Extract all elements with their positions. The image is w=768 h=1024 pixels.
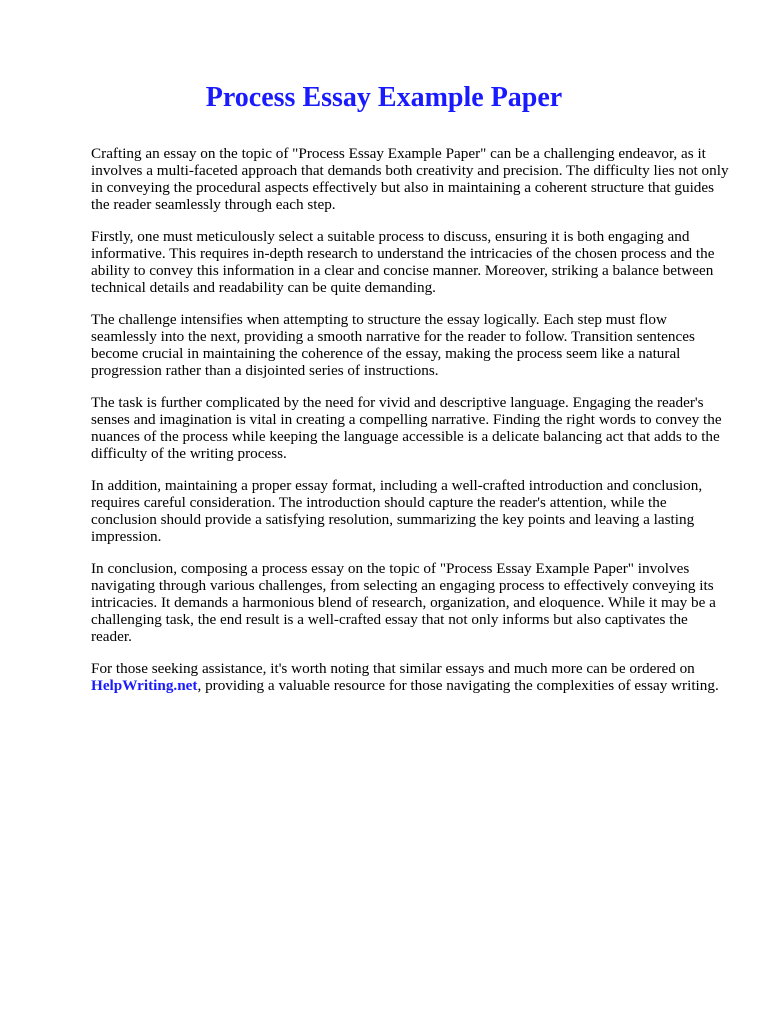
document-body (91, 145, 731, 709)
paragraph-4: The task is further complicated by the need for vivid and descriptive language. Engaging the reader's senses and imagination is vital in creating a compelling narrative. Finding the right words to convey the nuances of the process while keeping the language accessible is a delicate balancing act that adds to the difficulty of the writing process. (91, 394, 722, 462)
paragraph-5: In addition, maintaining a proper essay format, including a well-crafted introduction and conclusion, requires careful consideration. The introduction should capture the reader's attention, while the conclusion should provide a satisfying resolution, summarizing the key points and leaving a lasting impression. (91, 477, 703, 545)
paragraph-final (91, 660, 731, 694)
paragraph-6: In conclusion, composing a process essay on the topic of "Process Essay Example Paper" involves navigating through various challenges, from selecting an engaging process to effectively conveying its intricacies. It demands a harmonious blend of research, organization, and eloquence. While it may be a challenging task, the end result is a well-crafted essay that not only informs but also captivates the reader. (91, 560, 716, 645)
paragraph-2: Firstly, one must meticulously select a suitable process to discuss, ensuring it is both engaging and informative. This requires in-depth research to understand the intricacies of the chosen process and the ability to convey this information in a clear and concise manner. Moreover, striking a balance between technical details and readability can be quite demanding. (91, 228, 715, 296)
paragraph-3: The challenge intensifies when attempting to structure the essay logically. Each step must flow seamlessly into the next, providing a smooth narrative for the reader to follow. Transition sentences become crucial in maintaining the coherence of the essay, making the process seem like a natural progression rather than a disjointed series of instructions. (91, 311, 695, 379)
final-text-before-link: For those seeking assistance, it's worth noting that similar essays and much more can be ordered on (91, 660, 695, 677)
paragraph-1: Crafting an essay on the topic of "Process Essay Example Paper" can be a challenging endeavor, as it involves a multi-faceted approach that demands both creativity and precision. The difficulty lies not only in conveying the procedural aspects effectively but also in maintaining a coherent structure that guides the reader seamlessly through each step. (91, 145, 729, 213)
final-text-after-link: , providing a valuable resource for those navigating the complexities of essay writing. (197, 677, 719, 694)
document-title: Process Essay Example Paper (205, 82, 563, 113)
helpwriting-link[interactable]: HelpWriting.net (91, 677, 198, 694)
